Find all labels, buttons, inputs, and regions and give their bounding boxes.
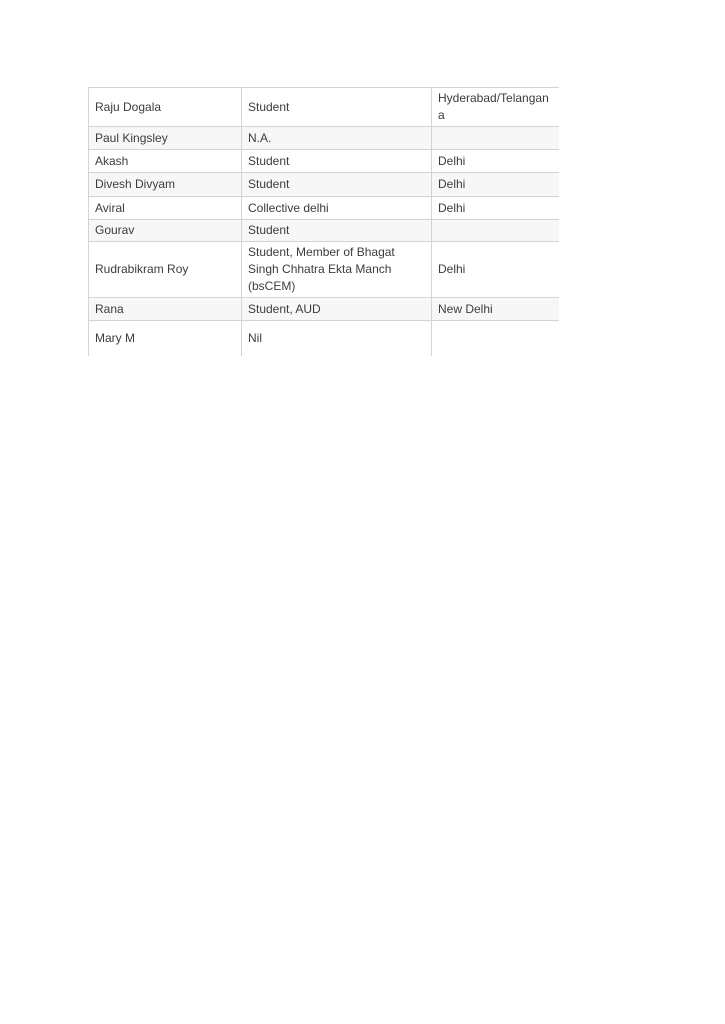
table-row (89, 127, 559, 150)
table-row (89, 242, 559, 298)
table-row (89, 220, 559, 242)
location-cell: New Delhi (432, 298, 559, 321)
name-cell: Rana (89, 298, 242, 321)
location-cell: Delhi (432, 150, 559, 173)
role-cell: Student (242, 173, 432, 197)
role-cell: Student, Member of Bhagat Singh Chhatra Ekta Manch (bsCEM) (242, 242, 432, 298)
name-cell: Mary M (89, 321, 242, 356)
name-cell: Akash (89, 150, 242, 173)
name-cell: Rudrabikram Roy (89, 242, 242, 298)
location-cell: Delhi (432, 197, 559, 220)
name-cell: Aviral (89, 197, 242, 220)
location-cell: Delhi (432, 242, 559, 298)
location-cell (432, 220, 559, 242)
table-row (89, 298, 559, 321)
role-cell: Student (242, 88, 432, 127)
role-cell: Nil (242, 321, 432, 356)
name-cell: Paul Kingsley (89, 127, 242, 150)
location-cell: Delhi (432, 173, 559, 197)
location-cell (432, 127, 559, 150)
document-page (88, 87, 558, 356)
name-cell: Gourav (89, 220, 242, 242)
table-row (89, 88, 559, 127)
name-cell: Raju Dogala (89, 88, 242, 127)
table-row (89, 150, 559, 173)
table-row (89, 173, 559, 197)
table-row (89, 321, 559, 356)
role-cell: Student, AUD (242, 298, 432, 321)
name-cell: Divesh Divyam (89, 173, 242, 197)
role-cell: Student (242, 150, 432, 173)
signatories-table (88, 87, 559, 356)
location-cell: Hyderabad/Telangana (432, 88, 559, 127)
role-cell: N.A. (242, 127, 432, 150)
role-cell: Student (242, 220, 432, 242)
location-cell (432, 321, 559, 356)
table-row (89, 197, 559, 220)
role-cell: Collective delhi (242, 197, 432, 220)
